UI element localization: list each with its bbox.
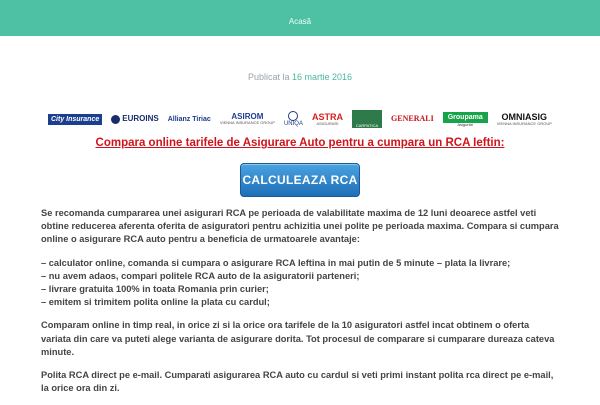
astra-logo-subtext: ASIGURARI bbox=[316, 120, 339, 126]
top-navigation-bar bbox=[0, 0, 600, 36]
allianz-tiriac-logo: Allianz Tiriac bbox=[167, 115, 211, 123]
astra-logo bbox=[312, 113, 343, 126]
euroins-logo-text: EUROINS bbox=[122, 114, 159, 123]
list-item: – emitem si trimitem polita online la plata cu cardul; bbox=[41, 297, 270, 308]
euroins-logo bbox=[111, 115, 158, 124]
nav-home-link[interactable]: Acasă bbox=[288, 17, 312, 26]
uniqa-logo-text: UNIQA bbox=[283, 121, 303, 127]
published-date-link[interactable]: 16 martie 2016 bbox=[292, 72, 353, 82]
uniqa-mark-icon bbox=[288, 111, 298, 121]
calculate-rca-button[interactable]: CALCULEAZA RCA bbox=[240, 163, 360, 197]
advantages-list bbox=[41, 257, 561, 310]
list-item: – calculator online, comanda si cumpara o asigurare RCA Ieftina in mai putin de 5 minute – plata la livrare; bbox=[41, 257, 511, 268]
groupama-logo-text: Groupama bbox=[443, 112, 488, 123]
groupama-logo-subtext: Asigurări bbox=[457, 121, 474, 127]
city-insurance-logo: City Insurance bbox=[48, 114, 102, 125]
groupama-logo bbox=[443, 112, 488, 127]
carpatica-logo: CARPATICA bbox=[352, 110, 382, 128]
omniasig-logo bbox=[497, 113, 552, 126]
generali-logo: GENERALI bbox=[391, 114, 434, 123]
omniasig-logo-text: OMNIASIG bbox=[501, 111, 548, 122]
omniasig-logo-subtext: VIENNA INSURANCE GROUP bbox=[496, 120, 552, 126]
published-label: Publicat la bbox=[247, 72, 290, 82]
asirom-logo bbox=[220, 113, 275, 125]
article-content bbox=[41, 207, 561, 405]
astra-logo-text: ASTRA bbox=[311, 111, 343, 122]
email-paragraph: Polita RCA direct pe e-mail. Cumparati asigurarea RCA auto cu cardul si veti primi instant polita rca direct pe e-mail, la orice ora din zi. bbox=[41, 370, 554, 394]
asirom-logo-text: ASIROM bbox=[231, 112, 264, 121]
list-item: – nu avem adaos, compari politele RCA auto de la asiguratorii parteneri; bbox=[41, 270, 360, 281]
intro-paragraph: Se recomanda cumpararea unei asigurari RCA pe perioada de valabilitate maxima de 12 luni deoarece astfel veti obtine reducerea aferenta oferita de asiguratori pentru achizitia unei polite pe perioada maxima. Compara si cumpara online o asigurare RCA auto pentru a beneficia de urmatoarele avantaje: bbox=[41, 208, 559, 245]
compare-rca-headline-link[interactable]: Compara online tarifele de Asigurare Auto pentru a cumpara un RCA Ieftin: bbox=[95, 137, 505, 149]
uniqa-logo bbox=[284, 111, 303, 127]
list-item: – livrare gratuita 100% in toata Romania prin curier; bbox=[41, 284, 269, 295]
published-date-line bbox=[0, 72, 600, 82]
asirom-logo-subtext: VIENNA INSURANCE GROUP bbox=[219, 120, 275, 125]
insurer-logos-strip bbox=[48, 108, 552, 130]
compare-paragraph: Comparam online in timp real, in orice zi si la orice ora tarifele de la 10 asiguratori astfel incat obtinem o oferta variata din care va puteti alege varianta de asigurare dorita. Tot procesul de comparare si cumparare dureaza cateva minute. bbox=[41, 320, 555, 357]
euroins-mark-icon bbox=[111, 115, 120, 124]
